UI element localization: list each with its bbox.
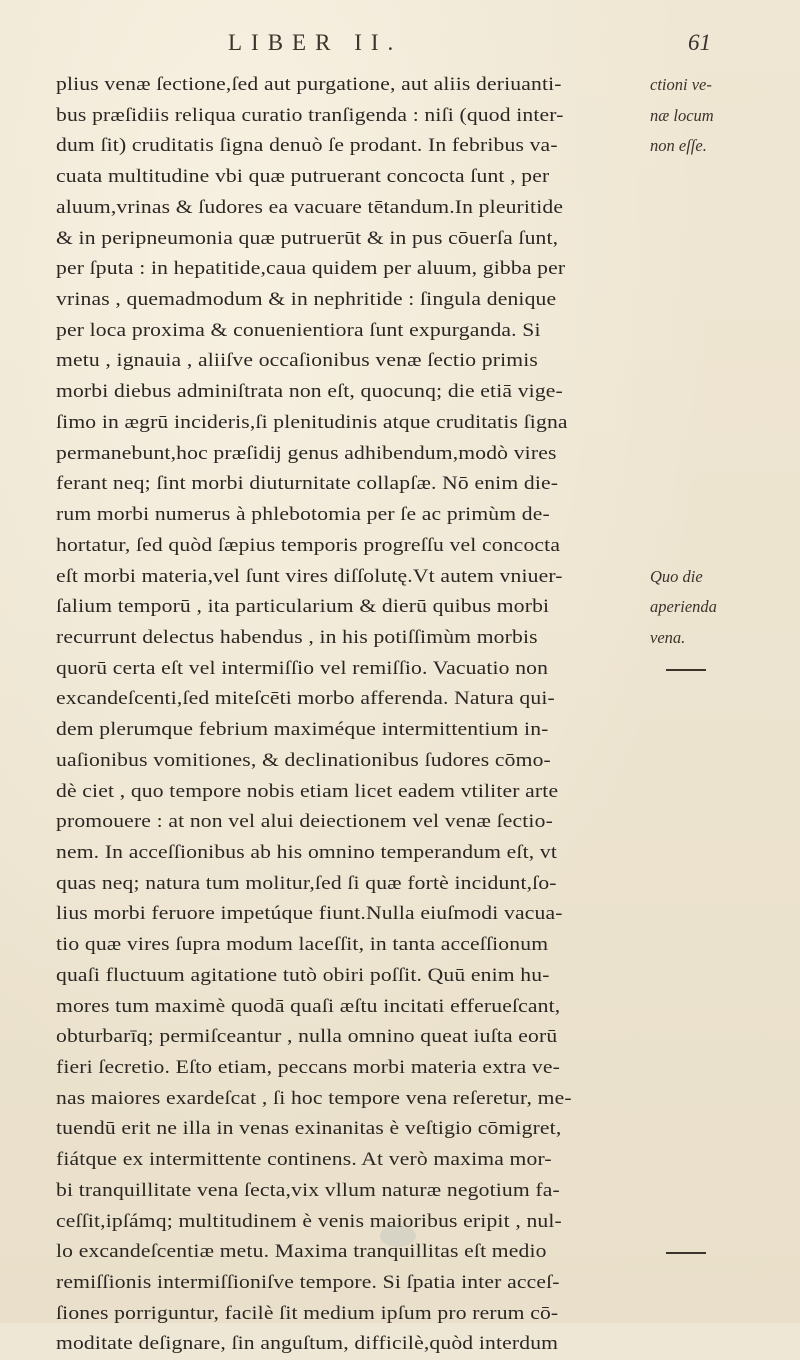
line-text: ſimo in ægrū incideris,ſi plenitudinis atque cruditatis ſigna: [56, 411, 568, 433]
text-line: [0, 623, 800, 654]
text-line: [0, 1053, 800, 1084]
line-text: obturbarīq; permiſceantur , nulla omnino queat iuſta eorū: [56, 1026, 558, 1048]
line-text: recurrunt delectus habendus , in his potiſſimùm morbis: [56, 626, 538, 648]
text-line: [0, 1268, 800, 1299]
marginal-note: Quo die: [650, 566, 703, 586]
line-text: vrinas , quemadmodum & in nephritide : ſingula denique: [56, 289, 557, 311]
line-text: per ſputa : in hepatitide,caua quidem per aluum, gibba per: [56, 258, 566, 280]
text-line: [0, 1145, 800, 1176]
line-text: eſt morbi materia,vel ſunt vires diſſolutę.Vt autem vniuer-: [56, 565, 563, 587]
line-text: tuendū erit ne illa in venas exinanitas è veſtigio cōmigret,: [56, 1118, 562, 1140]
text-line: [0, 1022, 800, 1053]
text-line: [0, 807, 800, 838]
text-line: [0, 285, 800, 316]
line-text: ſalium temporū , ita particularium & dierū quibus morbi: [56, 596, 550, 618]
line-text: per loca proxima & conuenientiora ſunt expurganda. Si: [56, 319, 541, 341]
running-head: LIBER II.: [228, 30, 403, 55]
margin-dash: [666, 669, 706, 671]
text-line: [0, 193, 800, 224]
line-text: uaſionibus vomitiones, & declinationibus ſudores cōmo-: [56, 749, 551, 771]
text-line: [0, 1299, 800, 1330]
line-text: lo excandeſcentiæ metu. Maxima tranquillitas eſt medio: [56, 1241, 547, 1263]
text-line: [0, 224, 800, 255]
line-text: dum ſit) cruditatis ſigna denuò ſe prodant. In febribus va-: [56, 135, 558, 157]
line-text: fieri ſecretio. Eſto etiam, peccans morbi materia extra ve-: [56, 1057, 560, 1078]
line-text: quas neq; natura tum molitur,ſed ſi quæ fortè incidunt,ſo-: [56, 872, 557, 894]
line-text: dem plerumque febrium maximéque intermittentium in-: [56, 719, 549, 741]
marginal-note: næ locum: [650, 105, 714, 125]
line-text: cuata multitudine vbi quæ putruerant concocta ſunt , per: [56, 166, 550, 188]
marginal-note: non eſſe.: [650, 136, 707, 156]
line-text: moditate deſignare, ſin anguſtum, difficilè,quòd interdum: [56, 1333, 559, 1355]
line-text: metu , ignauia , aliiſve occaſionibus venæ ſectio primis: [56, 350, 539, 372]
page-number: 61: [688, 30, 711, 55]
text-line: [0, 746, 800, 777]
text-line: [0, 684, 800, 715]
line-text: bus præſidiis reliqua curatio tranſigenda : niſi (quod inter-: [56, 104, 564, 126]
text-line: [0, 1084, 800, 1115]
marginal-note: aperienda: [650, 597, 717, 617]
text-line: [0, 930, 800, 961]
line-text: rum morbi numerus à phlebotomia per ſe ac primùm de-: [56, 504, 550, 526]
line-text: ſiones porriguntur, facilè ſit medium ipſum pro rerum cō-: [56, 1302, 559, 1324]
text-line: [0, 439, 800, 470]
text-line: [0, 899, 800, 930]
text-line: [0, 838, 800, 869]
text-line: [0, 777, 800, 808]
line-text: dè ciet , quo tempore nobis etiam licet eadem vtiliter arte: [56, 780, 559, 802]
text-line: [0, 1176, 800, 1207]
line-text: lius morbi feruore impetúque fiunt.Nulla eiuſmodi vacua-: [56, 903, 563, 925]
text-line: [0, 654, 800, 685]
text-line: [0, 70, 800, 101]
text-line: [0, 101, 800, 132]
margin-dash: [666, 1252, 706, 1254]
body-text: [0, 70, 800, 1360]
line-text: excandeſcenti,ſed miteſcēti morbo afferenda. Natura qui-: [56, 688, 555, 710]
text-line: [0, 408, 800, 439]
text-line: [0, 500, 800, 531]
text-line: [0, 715, 800, 746]
line-text: mores tum maximè quodā quaſi æſtu incitati efferueſcant,: [56, 995, 561, 1017]
line-text: bi tranquillitate vena ſecta,vix vllum naturæ negotium fa-: [56, 1179, 560, 1201]
text-line: [0, 131, 800, 162]
marginal-note: ctioni ve-: [650, 75, 712, 94]
text-line: [0, 377, 800, 408]
line-text: permanebunt,hoc præſidij genus adhibendum,modò vires: [56, 442, 557, 464]
text-line: [0, 531, 800, 562]
text-line: [0, 254, 800, 285]
line-text: quorū certa eſt vel intermiſſio vel remiſſio. Vacuatio non: [56, 657, 549, 679]
line-text: fiátque ex intermittente continens. At verò maxima mor-: [56, 1149, 552, 1171]
text-line: [0, 469, 800, 500]
text-line: [0, 346, 800, 377]
line-text: ferant neq; ſint morbi diuturnitate collapſæ. Nō enim die-: [56, 473, 559, 495]
line-text: & in peripneumonia quæ putruerūt & in pus cōuerſa ſunt,: [56, 227, 559, 249]
line-text: nem. In acceſſionibus ab his omnino temperandum eſt, vt: [56, 841, 558, 863]
text-line: [0, 316, 800, 347]
text-line: [0, 992, 800, 1023]
line-text: promouere : at non vel alui deiectionem vel venæ ſectio-: [56, 811, 553, 833]
line-text: morbi diebus adminiſtrata non eſt, quocunq; die etiā vige-: [56, 381, 563, 403]
line-text: ceſſit,ipſámq; multitudinem è venis maioribus eripit , nul-: [56, 1210, 562, 1232]
text-line: [0, 869, 800, 900]
text-line: [0, 961, 800, 992]
line-text: hortatur, ſed quòd ſæpius temporis progreſſu vel concocta: [56, 534, 561, 556]
paper-stain: [380, 1225, 416, 1247]
marginal-note: vena.: [650, 627, 686, 647]
line-text: tio quæ vires ſupra modum laceſſit, in tanta acceſſionum: [56, 934, 549, 956]
text-line: [0, 1114, 800, 1145]
text-line: [0, 162, 800, 193]
line-text: remiſſionis intermiſſioniſve tempore. Si ſpatia inter acceſ-: [56, 1272, 560, 1294]
text-line: [0, 592, 800, 623]
line-text: plius venæ ſectione,ſed aut purgatione, aut aliis deriuanti-: [56, 74, 562, 95]
text-line: [0, 562, 800, 593]
line-text: aluum,vrinas & ſudores ea vacuare tētandum.In pleuritide: [56, 196, 564, 218]
page-header: [0, 30, 800, 64]
line-text: nas maiores exardeſcat , ſi hoc tempore vena reſeretur, me-: [56, 1087, 572, 1109]
text-line: [0, 1329, 800, 1360]
line-text: quaſi fluctuum agitatione tutò obiri poſſit. Quū enim hu-: [56, 964, 550, 986]
